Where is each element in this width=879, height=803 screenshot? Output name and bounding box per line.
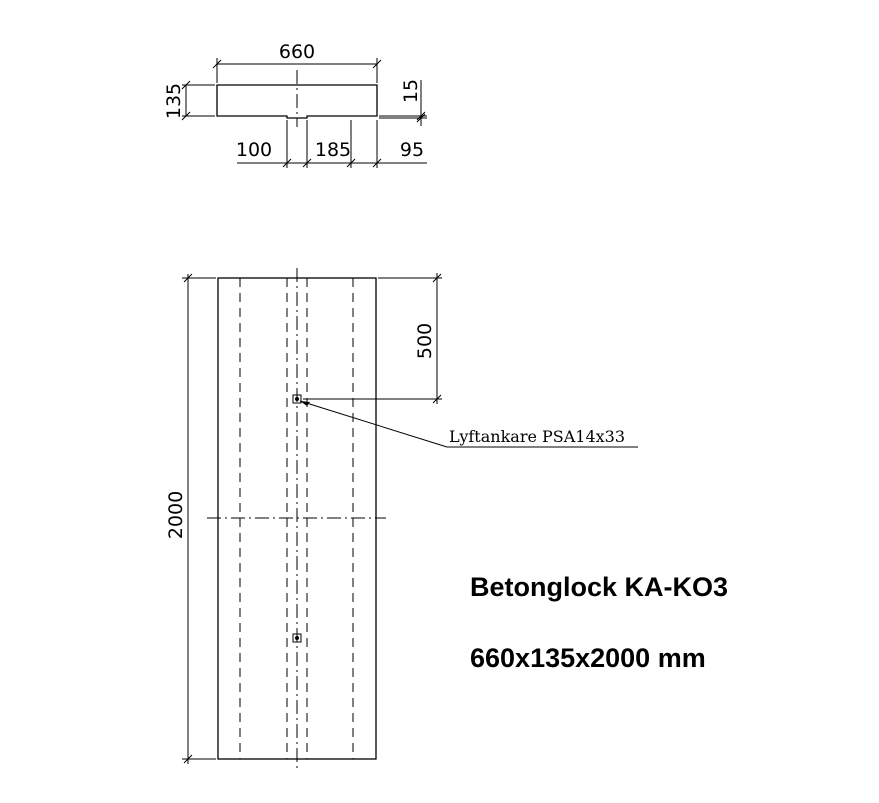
left-offset-label: 100 (235, 139, 273, 161)
dimension-chain-bottom (236, 120, 427, 168)
product-name: Betonglock KA-KO3 (470, 572, 729, 602)
dimension-recess (379, 79, 427, 126)
right-offset-label: 95 (399, 139, 425, 161)
dimension-height (163, 81, 215, 120)
anchor-callout (300, 401, 638, 447)
title-block (470, 572, 728, 673)
product-dimensions: 660x135x2000 mm (470, 643, 706, 673)
height-label: 135 (163, 82, 185, 120)
recess-label: 15 (400, 78, 422, 104)
dimension-anchor-offset (303, 273, 442, 404)
length-label: 2000 (165, 490, 187, 540)
anchor-offset-label: 500 (414, 322, 436, 360)
width-label: 660 (278, 41, 316, 63)
dimension-length (165, 274, 216, 764)
middle-label: 185 (314, 139, 352, 161)
plan-view (165, 268, 638, 770)
anchor-callout-text: Lyftankare PSA14x33 (449, 427, 626, 446)
cross-section-view (163, 41, 427, 168)
